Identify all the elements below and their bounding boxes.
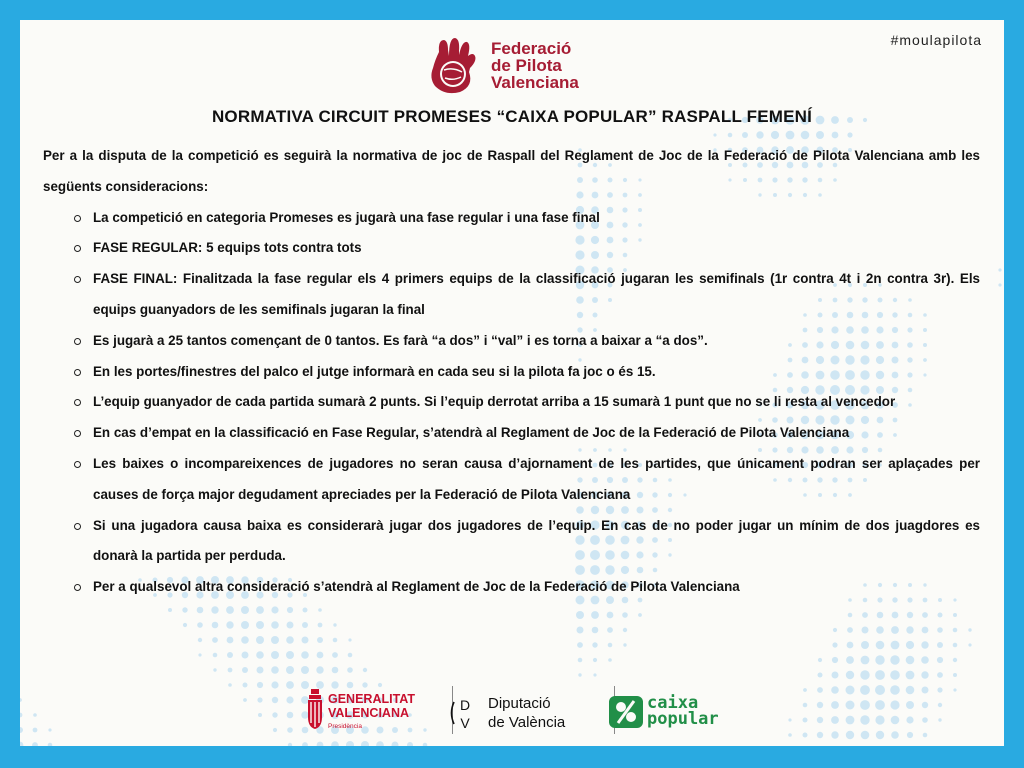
- decor-dot: [348, 653, 353, 658]
- decor-dot: [592, 627, 599, 634]
- decor-dot: [832, 657, 838, 663]
- decor-dot: [593, 673, 596, 676]
- decor-dot: [817, 717, 823, 723]
- decor-dot: [833, 628, 837, 632]
- decor-dot: [938, 718, 941, 721]
- decor-dot: [938, 703, 942, 707]
- rule-item: L’equip guanyador de cada partida sumarà 2 punts. Si l’equip derrotat arriba a 15 sumarà 1 punt que no se li resta al vencedor: [43, 387, 980, 418]
- decor-dot: [861, 731, 870, 740]
- decor-dot: [302, 622, 308, 628]
- decor-dot: [608, 658, 612, 662]
- decor-dot: [256, 636, 264, 644]
- decor-dot: [921, 671, 928, 678]
- decor-dot: [803, 718, 808, 723]
- decor-dot: [20, 742, 23, 746]
- decor-dot: [273, 728, 277, 732]
- decor-dot: [638, 613, 642, 617]
- decor-dot: [860, 685, 870, 695]
- decor-dot: [228, 668, 233, 673]
- decor-dot: [953, 628, 958, 633]
- decor-dot: [922, 717, 928, 723]
- decor-dot: [906, 671, 915, 680]
- diputacio-line-2: de València: [488, 714, 566, 731]
- decor-dot: [742, 132, 748, 138]
- decor-dot: [346, 741, 354, 746]
- decor-dot: [212, 622, 219, 629]
- decor-dot: [622, 612, 628, 618]
- decor-dot: [242, 667, 248, 673]
- decor-dot: [923, 733, 928, 738]
- decor-dot: [846, 716, 855, 725]
- decor-dot: [890, 655, 899, 664]
- decor-dot: [847, 132, 852, 137]
- decor-dot: [182, 607, 187, 612]
- intro-paragraph: Per a la disputa de la competició es seguirà la normativa de joc de Raspall del Reglament de Joc de la Federació de Pilota Valenciana amb les següents consideracions:: [43, 148, 980, 194]
- decor-dot: [197, 607, 204, 614]
- generalitat-sub: Presidència: [328, 723, 362, 730]
- decor-dot: [287, 727, 293, 733]
- caixa-popular-text: [647, 695, 719, 727]
- decor-dot: [875, 700, 885, 710]
- decor-dot: [286, 681, 294, 689]
- decor-dot: [771, 131, 779, 139]
- decor-dot: [846, 656, 854, 664]
- decor-dot: [242, 652, 249, 659]
- decor-dot: [877, 612, 884, 619]
- decor-dot: [48, 743, 53, 746]
- decor-dot: [786, 131, 795, 140]
- rule-item: FASE REGULAR: 5 equips tots contra tots: [43, 233, 980, 264]
- decor-dot: [227, 652, 233, 658]
- decor-dot: [241, 606, 249, 614]
- decor-dot: [302, 637, 309, 644]
- decor-dot: [271, 666, 279, 674]
- decor-dot: [272, 697, 278, 703]
- decor-dot: [577, 642, 583, 648]
- decor-dot: [713, 133, 716, 136]
- decor-dot: [608, 643, 613, 648]
- decor-dot: [891, 626, 899, 634]
- decor-dot: [287, 712, 294, 719]
- decor-dot: [287, 622, 294, 629]
- decor-dot: [890, 670, 900, 680]
- decor-dot: [257, 697, 262, 702]
- rule-item: En cas d’empat en la classificació en Fase Regular, s’atendrà al Reglament de Joc de la Federació de Pilota Valenciana: [43, 418, 980, 449]
- decor-dot: [271, 621, 279, 629]
- decor-dot: [817, 687, 823, 693]
- decor-dot: [817, 732, 823, 738]
- decor-dot: [198, 653, 201, 656]
- decor-dot: [331, 741, 339, 746]
- sponsor-footer: [306, 682, 756, 738]
- decor-dot: [407, 742, 413, 746]
- decor-dot: [577, 627, 584, 634]
- diputacio-logo: [448, 692, 598, 736]
- decor-dot: [241, 621, 249, 629]
- decor-dot: [286, 651, 294, 659]
- decor-dot: [860, 670, 869, 679]
- decor-dot: [32, 742, 38, 746]
- decor-dot: [226, 606, 234, 614]
- decor-dot: [623, 628, 627, 632]
- decor-dot: [953, 613, 957, 617]
- decor-dot: [272, 712, 277, 717]
- decor-dot: [848, 613, 853, 618]
- decor-dot: [213, 653, 218, 658]
- rules-list: [43, 203, 980, 603]
- decor-dot: [33, 728, 38, 733]
- decor-dot: [607, 627, 613, 633]
- decor-dot: [860, 715, 869, 724]
- decor-dot: [922, 687, 929, 694]
- decor-dot: [846, 701, 855, 710]
- decor-dot: [286, 666, 294, 674]
- logo-line-2: de Pilota: [491, 56, 562, 75]
- decor-dot: [847, 627, 853, 633]
- caixa-line-2: popular: [647, 709, 719, 729]
- decor-dot: [876, 641, 885, 650]
- decor-dot: [258, 713, 262, 717]
- decor-dot: [288, 743, 292, 746]
- decor-dot: [183, 623, 187, 627]
- decor-dot: [953, 643, 958, 648]
- decor-dot: [623, 643, 626, 646]
- decor-dot: [953, 688, 956, 691]
- decor-dot: [228, 683, 232, 687]
- rule-item: Si una jugadora causa baixa es considerarà jugar dos jugadores de l’equip. En cas de no poder jugar un mínim de dos juagdores es donarà la partida per perduda.: [43, 511, 980, 573]
- decor-dot: [906, 686, 915, 695]
- decor-dot: [256, 606, 264, 614]
- decor-dot: [593, 658, 597, 662]
- decor-dot: [318, 608, 322, 612]
- generalitat-text: [328, 693, 415, 720]
- decor-dot: [906, 641, 914, 649]
- decor-dot: [226, 621, 233, 628]
- decor-dot: [257, 667, 264, 674]
- decor-dot: [48, 728, 51, 731]
- decor-dot: [891, 716, 900, 725]
- decor-dot: [212, 637, 218, 643]
- dv-monogram-top: D: [459, 697, 471, 713]
- decor-dot: [803, 733, 808, 738]
- decor-dot: [243, 698, 247, 702]
- decor-dot: [907, 732, 913, 738]
- rule-item: Les baixes o incompareixences de jugadores no seran causa d’ajornament de les partides, que únicament podran ser aplaçades per causes de força major degudament apreciades per la Federació de Pilota Valenciana: [43, 449, 980, 511]
- decor-dot: [846, 686, 855, 695]
- decor-dot: [301, 666, 309, 674]
- decor-dot: [271, 606, 278, 613]
- decor-dot: [301, 651, 309, 659]
- decor-dot: [846, 671, 854, 679]
- rules-content: [43, 141, 980, 603]
- decor-dot: [317, 742, 324, 746]
- decor-dot: [922, 627, 929, 634]
- decor-dot: [271, 681, 278, 688]
- decor-dot: [302, 742, 308, 746]
- decor-dot: [317, 637, 323, 643]
- decor-dot: [846, 731, 854, 739]
- decor-dot: [998, 268, 1001, 271]
- decor-dot: [816, 131, 824, 139]
- decor-dot: [303, 608, 308, 613]
- decor-dot: [861, 641, 869, 649]
- decor-dot: [333, 638, 338, 643]
- decor-dot: [937, 657, 943, 663]
- hashtag: #moulapilota: [890, 32, 982, 48]
- decor-dot: [998, 283, 1001, 286]
- decor-dot: [578, 658, 583, 663]
- decor-dot: [906, 656, 915, 665]
- decor-dot: [876, 731, 884, 739]
- decor-dot: [348, 638, 351, 641]
- decor-dot: [33, 713, 37, 717]
- decor-dot: [317, 652, 324, 659]
- generalitat-line-2: VALENCIANA: [328, 705, 410, 720]
- decor-dot: [591, 611, 599, 619]
- decor-dot: [227, 637, 234, 644]
- decor-dot: [376, 741, 384, 746]
- decor-dot: [875, 685, 885, 695]
- logo-line-3: Valenciana: [491, 73, 579, 92]
- decor-dot: [831, 686, 839, 694]
- caixa-popular-icon: [609, 696, 643, 728]
- decor-dot: [938, 613, 943, 618]
- decor-dot: [937, 642, 943, 648]
- decor-dot: [592, 642, 597, 647]
- decor-dot: [198, 638, 202, 642]
- decor-dot: [861, 656, 870, 665]
- hand-ball-icon: [425, 34, 485, 96]
- dv-monogram-icon: [448, 692, 482, 734]
- decor-dot: [20, 713, 22, 718]
- decor-dot: [271, 651, 279, 659]
- decor-dot: [968, 628, 971, 631]
- decor-dot: [907, 612, 913, 618]
- generalitat-line-1: GENERALITAT: [328, 692, 416, 706]
- decor-dot: [906, 716, 913, 723]
- decor-dot: [318, 623, 323, 628]
- logo-line-1: Federació: [491, 39, 572, 58]
- decor-dot: [363, 668, 367, 672]
- decor-dot: [953, 658, 957, 662]
- decor-dot: [361, 741, 369, 746]
- decor-dot: [801, 131, 810, 140]
- rule-item: FASE FINAL: Finalitzada la fase regular els 4 primers equips de la classificació jugaran les semifinals (1r contra 4t i 2n contra 3r). Els equips guanyadors de les semifinals jugaran la final: [43, 264, 980, 326]
- diputacio-line-1: Diputació: [488, 695, 551, 712]
- decor-dot: [316, 666, 323, 673]
- decor-dot: [332, 667, 339, 674]
- decor-dot: [847, 642, 854, 649]
- decor-dot: [271, 636, 279, 644]
- generalitat-emblem-icon: [306, 687, 324, 731]
- decor-dot: [256, 621, 264, 629]
- caixa-popular-logo: [609, 693, 749, 732]
- decor-dot: [243, 683, 248, 688]
- decor-dot: [832, 642, 837, 647]
- decor-dot: [241, 636, 249, 644]
- page-title: NORMATIVA CIRCUIT PROMESES “CAIXA POPULAR” RASPALL FEMENÍ: [211, 107, 813, 126]
- decor-dot: [832, 672, 839, 679]
- decor-dot: [891, 731, 899, 739]
- decor-dot: [392, 742, 399, 747]
- decor-dot: [286, 636, 294, 644]
- decor-dot: [921, 641, 928, 648]
- decor-dot: [256, 651, 264, 659]
- decor-dot: [922, 612, 928, 618]
- decor-dot: [968, 643, 971, 646]
- decor-dot: [257, 682, 263, 688]
- decor-dot: [287, 607, 293, 613]
- decor-dot: [576, 611, 584, 619]
- decor-dot: [890, 685, 900, 695]
- diputacio-text: [488, 694, 565, 732]
- decor-dot: [906, 626, 913, 633]
- federacio-logo: [425, 34, 595, 100]
- decor-dot: [756, 131, 763, 138]
- decor-dot: [906, 701, 914, 709]
- decor-dot: [875, 670, 885, 680]
- decor-dot: [286, 696, 293, 703]
- decor-dot: [788, 718, 791, 721]
- decor-dot: [953, 673, 957, 677]
- decor-dot: [213, 668, 216, 671]
- dv-monogram-bottom: V: [460, 715, 470, 731]
- decor-dot: [788, 733, 792, 737]
- decor-dot: [860, 700, 870, 710]
- decor-dot: [921, 656, 929, 664]
- decor-dot: [197, 622, 203, 628]
- rule-item: Per a qualsevol altra consideració s’atendrà al Reglament de Joc de la Federació de Pilota Valenciana: [43, 572, 980, 603]
- decor-dot: [832, 132, 839, 139]
- decor-dot: [211, 606, 218, 613]
- decor-dot: [818, 658, 822, 662]
- decor-dot: [20, 727, 23, 733]
- decor-dot: [803, 688, 807, 692]
- decor-dot: [168, 608, 172, 612]
- document-card: [20, 20, 1004, 746]
- decor-dot: [862, 612, 868, 618]
- rule-item: La competició en categoria Promeses es jugarà una fase regular i una fase final: [43, 203, 980, 234]
- decor-dot: [831, 701, 839, 709]
- decor-dot: [803, 703, 808, 708]
- decor-dot: [607, 612, 614, 619]
- decor-dot: [875, 655, 884, 664]
- decor-dot: [818, 673, 823, 678]
- decor-dot: [937, 627, 943, 633]
- decor-dot: [831, 731, 838, 738]
- decor-dot: [876, 626, 884, 634]
- decor-dot: [332, 652, 338, 658]
- decor-dot: [922, 702, 928, 708]
- federacio-logo-text: [491, 40, 579, 91]
- generalitat-logo: [306, 687, 416, 735]
- decor-dot: [423, 743, 428, 746]
- caixa-line-1: caixa: [647, 693, 699, 713]
- decor-dot: [892, 612, 899, 619]
- decor-dot: [890, 700, 899, 709]
- decor-dot: [20, 698, 22, 702]
- decor-dot: [728, 133, 733, 138]
- decor-dot: [831, 716, 839, 724]
- decor-dot: [817, 702, 823, 708]
- decor-dot: [862, 627, 869, 634]
- decor-dot: [937, 687, 942, 692]
- decor-dot: [333, 623, 336, 626]
- decor-dot: [875, 715, 884, 724]
- decor-dot: [891, 641, 900, 650]
- decor-dot: [347, 667, 353, 673]
- decor-dot: [578, 673, 581, 676]
- rule-item: Es jugarà a 25 tantos començant de 0 tantos. Es farà “a dos” i “val” i es torna a baixar a “a dos”.: [43, 326, 980, 357]
- rule-item: En les portes/finestres del palco el jutge informarà en cada seu si la pilota fa joc o és 15.: [43, 357, 980, 388]
- decor-dot: [937, 672, 943, 678]
